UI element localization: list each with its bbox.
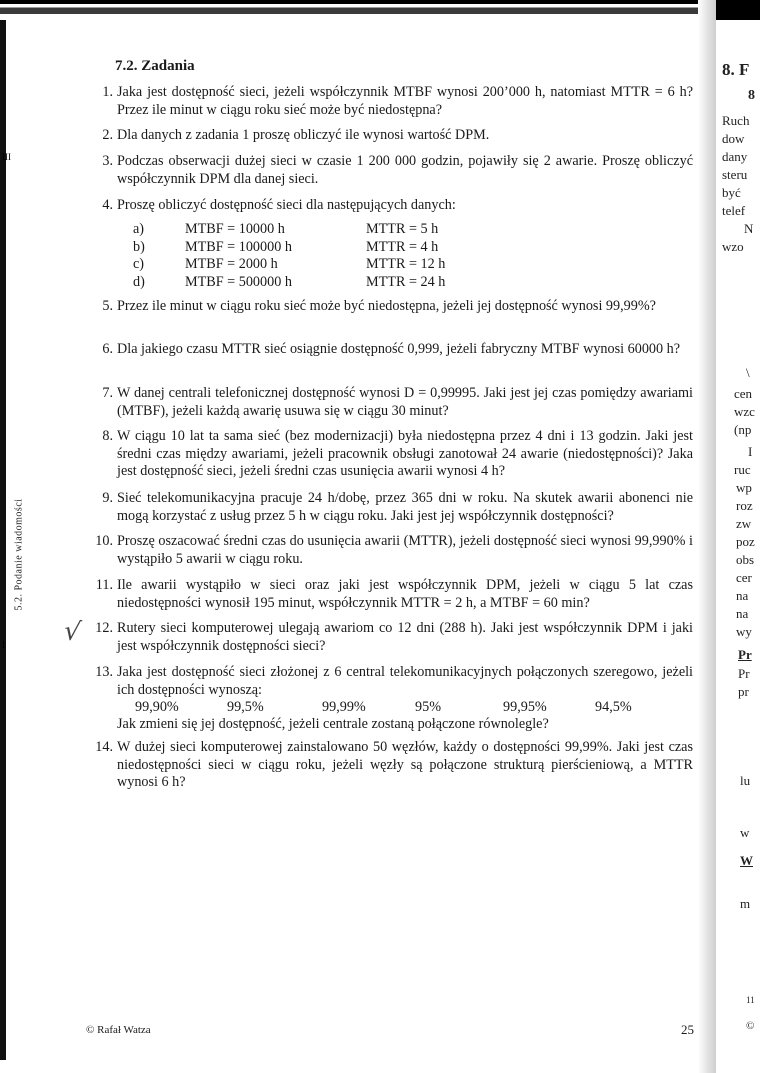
task-number: 8. bbox=[102, 428, 113, 444]
right-page-fragment: wzo bbox=[722, 239, 744, 254]
availability-value: 94,5% bbox=[595, 699, 632, 715]
task-item bbox=[85, 127, 693, 145]
mttr-value: MTTR = 24 h bbox=[366, 273, 446, 290]
task-item bbox=[85, 577, 693, 612]
task-text: Proszę oszacować średni czas do usunięcia awarii (MTTR), jeżeli dostępność sieci wynosi 99,990% i wystąpiło 5 awarii w ciągu roku. bbox=[117, 533, 693, 567]
task-number: 2. bbox=[102, 127, 113, 143]
task-text-line: Jaka jest dostępność sieci złożonej z 6 central telekomunikacyjnych połączonych szeregowo, jeżeli ich dostępności wynoszą: bbox=[117, 664, 693, 698]
availability-value: 95% bbox=[415, 699, 442, 715]
margin-mark: I bbox=[2, 640, 5, 650]
mtbf-value: MTBF = 500000 h bbox=[185, 273, 292, 290]
availability-value: 99,95% bbox=[503, 699, 547, 715]
right-page-fragment: Pr bbox=[738, 647, 752, 662]
row-label: b) bbox=[133, 238, 145, 255]
page-number: 25 bbox=[681, 1022, 694, 1037]
right-page-fragment: lu bbox=[740, 773, 751, 788]
right-page-fragment: 11 bbox=[746, 995, 755, 1005]
task-text: W ciągu 10 lat ta sama sieć (bez modernizacji) była niedostępna przez 4 dni i 13 godzin. Jaki jest średni czas między awariami, jeżeli pracownik obsługi zanotował 24 awarie (niedostępności)? Jaka jest dostępność sieci, jeżeli średni czas usunięcia awarii wynosi 4 h? bbox=[117, 428, 693, 479]
right-page-fragment: Pr bbox=[738, 666, 750, 681]
task-item bbox=[85, 739, 693, 792]
task-number: 14. bbox=[95, 739, 113, 755]
right-page-fragment: na bbox=[736, 606, 749, 621]
right-page-fragment: na bbox=[736, 588, 749, 603]
task4-data-table bbox=[133, 221, 463, 291]
task-number: 12. bbox=[95, 620, 113, 636]
task-text: W dużej sieci komputerowej zainstalowano 50 węzłów, każdy o dostępności 99,99%. Jaki jest czas niedostępności sieci w ciągu roku, jeżeli węzły są połączone strukturą pierścieniową, a MTTR wynosi 6 h? bbox=[117, 739, 693, 790]
right-page-fragment: © bbox=[746, 1020, 755, 1032]
mtbf-value: MTBF = 100000 h bbox=[185, 238, 292, 255]
mttr-value: MTTR = 12 h bbox=[366, 256, 446, 272]
task4-row bbox=[133, 239, 463, 257]
task-text: Jaka jest dostępność sieci, jeżeli współczynnik MTBF wynosi 200’000 h, natomiast MTTR = 6 h? Przez ile minut w ciągu roku sieć może być niedostępna? bbox=[117, 84, 693, 118]
task-text bbox=[117, 664, 693, 734]
right-page-fragment: poz bbox=[736, 534, 755, 549]
task-number: 3. bbox=[102, 153, 113, 169]
margin-mark: III bbox=[2, 152, 11, 162]
right-page-fragment: Ruch bbox=[722, 113, 750, 128]
task-number: 9. bbox=[102, 490, 113, 506]
task4-row bbox=[133, 274, 463, 292]
task-text: Dla jakiego czasu MTTR sieć osiągnie dostępność 0,999, jeżeli fabryczny MTBF wynosi 60000 h? bbox=[117, 341, 681, 357]
footer-copyright: © Rafał Watza bbox=[86, 1024, 151, 1036]
row-label: d) bbox=[133, 273, 145, 290]
task4-row bbox=[133, 256, 463, 274]
task-item bbox=[85, 533, 693, 568]
right-page-fragment: I bbox=[748, 444, 753, 459]
right-page-heading: 8. F bbox=[722, 60, 750, 79]
task-number: 7. bbox=[102, 385, 113, 401]
right-page-fragment: cen bbox=[734, 386, 753, 401]
task-item bbox=[85, 298, 693, 316]
right-page-fragment: steru bbox=[722, 167, 748, 182]
task-text: Podczas obserwacji dużej sieci w czasie 1 200 000 godzin, pojawiły się 2 awarie. Proszę obliczyć współczynnik DPM dla danej sieci. bbox=[117, 153, 693, 187]
task-text: Dla danych z zadania 1 proszę obliczyć ile wynosi wartość DPM. bbox=[117, 127, 490, 143]
right-page-fragment: pr bbox=[738, 684, 749, 699]
right-page-fragment: dany bbox=[722, 149, 748, 164]
task-number: 6. bbox=[102, 341, 113, 357]
task-number: 4. bbox=[102, 197, 113, 213]
task-item bbox=[85, 428, 693, 481]
task-item bbox=[85, 153, 693, 188]
row-label: c) bbox=[133, 256, 145, 272]
availability-values bbox=[117, 699, 677, 716]
right-page-fragment: zw bbox=[736, 516, 752, 531]
section-title: 7.2. Zadania bbox=[115, 58, 195, 74]
task-text: W danej centrali telefonicznej dostępność wynosi D = 0,99995. Jaki jest jej czas pomiędzy awariami (MTBF), jeżeli każdą awarię usuwa się w ciągu 30 minut? bbox=[117, 385, 693, 419]
availability-value: 99,5% bbox=[227, 699, 264, 715]
right-page-fragment: dow bbox=[722, 131, 745, 146]
scan-corner-shadow bbox=[716, 0, 760, 20]
mttr-value: MTTR = 5 h bbox=[366, 221, 439, 237]
task4-row bbox=[133, 221, 463, 239]
right-page-fragment: W bbox=[740, 853, 753, 868]
task-text: Rutery sieci komputerowej ulegają awariom co 12 dni (288 h). Jaki jest współczynnik DPM i jaki jest współczynnik dostępności sieci? bbox=[117, 620, 693, 654]
task-text: Przez ile minut w ciągu roku sieć może być niedostępna, jeżeli jej dostępność wynosi 99,99%? bbox=[117, 298, 656, 314]
right-page-fragment: w bbox=[740, 825, 750, 840]
task-item bbox=[85, 341, 693, 359]
book-gutter-shadow bbox=[698, 0, 716, 1073]
task-text-line: Jak zmieni się jej dostępność, jeżeli centrale zostaną połączone równolegle? bbox=[117, 716, 549, 732]
availability-value: 99,90% bbox=[135, 699, 179, 715]
right-page-fragment: wzc bbox=[734, 404, 755, 419]
right-page-fragment: telef bbox=[722, 203, 746, 218]
row-label: a) bbox=[133, 221, 145, 237]
availability-value: 99,99% bbox=[322, 699, 366, 715]
task-number: 5. bbox=[102, 298, 113, 314]
right-page-fragment: roz bbox=[736, 498, 753, 513]
task-item bbox=[85, 664, 693, 734]
right-page-fragment: wy bbox=[736, 624, 752, 639]
right-page-fragment: ruc bbox=[734, 462, 751, 477]
right-page-fragment: być bbox=[722, 185, 741, 200]
task-text: Proszę obliczyć dostępność sieci dla następujących danych: bbox=[117, 197, 456, 213]
handwritten-check-icon: √ bbox=[61, 615, 83, 649]
task-number: 11. bbox=[95, 577, 113, 593]
mttr-value: MTTR = 4 h bbox=[366, 238, 439, 255]
mtbf-value: MTBF = 10000 h bbox=[185, 221, 285, 237]
task-number: 13. bbox=[95, 664, 113, 680]
right-page-fragment: cer bbox=[736, 570, 752, 585]
scan-left-edge bbox=[0, 20, 6, 1060]
right-page-fragment: \ bbox=[746, 365, 750, 380]
right-page-fragment: wp bbox=[736, 480, 752, 495]
task-item bbox=[85, 490, 693, 525]
task-item bbox=[85, 620, 693, 655]
right-page-subheading: 8 bbox=[748, 88, 755, 103]
task-text: Ile awarii wystąpiło w sieci oraz jaki jest współczynnik DPM, jeżeli w ciągu 5 lat czas niedostępności wynosił 195 minut, współczynnik MTTR = 2 h, a MTBF = 60 min? bbox=[117, 577, 693, 611]
scan-top-border bbox=[0, 0, 700, 14]
task-number: 1. bbox=[102, 84, 113, 100]
task-item bbox=[85, 84, 693, 119]
spine-running-title: 5.2. Podanie wiadomości bbox=[13, 498, 25, 611]
task-item bbox=[85, 385, 693, 420]
right-page-fragment: (np bbox=[734, 422, 752, 437]
task-item bbox=[85, 197, 693, 215]
right-page-fragment: m bbox=[740, 896, 751, 911]
task-text: Sieć telekomunikacyjna pracuje 24 h/dobę, przez 365 dni w roku. Na skutek awarii abonenci nie mogą korzystać z usług przez 5 h w ciągu roku. Jaki jest jej współczynnik dostępności? bbox=[117, 490, 693, 524]
task-number: 10. bbox=[95, 533, 113, 549]
mtbf-value: MTBF = 2000 h bbox=[185, 256, 278, 272]
right-page-fragment: obs bbox=[736, 552, 755, 567]
right-page-fragment: N bbox=[744, 221, 754, 236]
